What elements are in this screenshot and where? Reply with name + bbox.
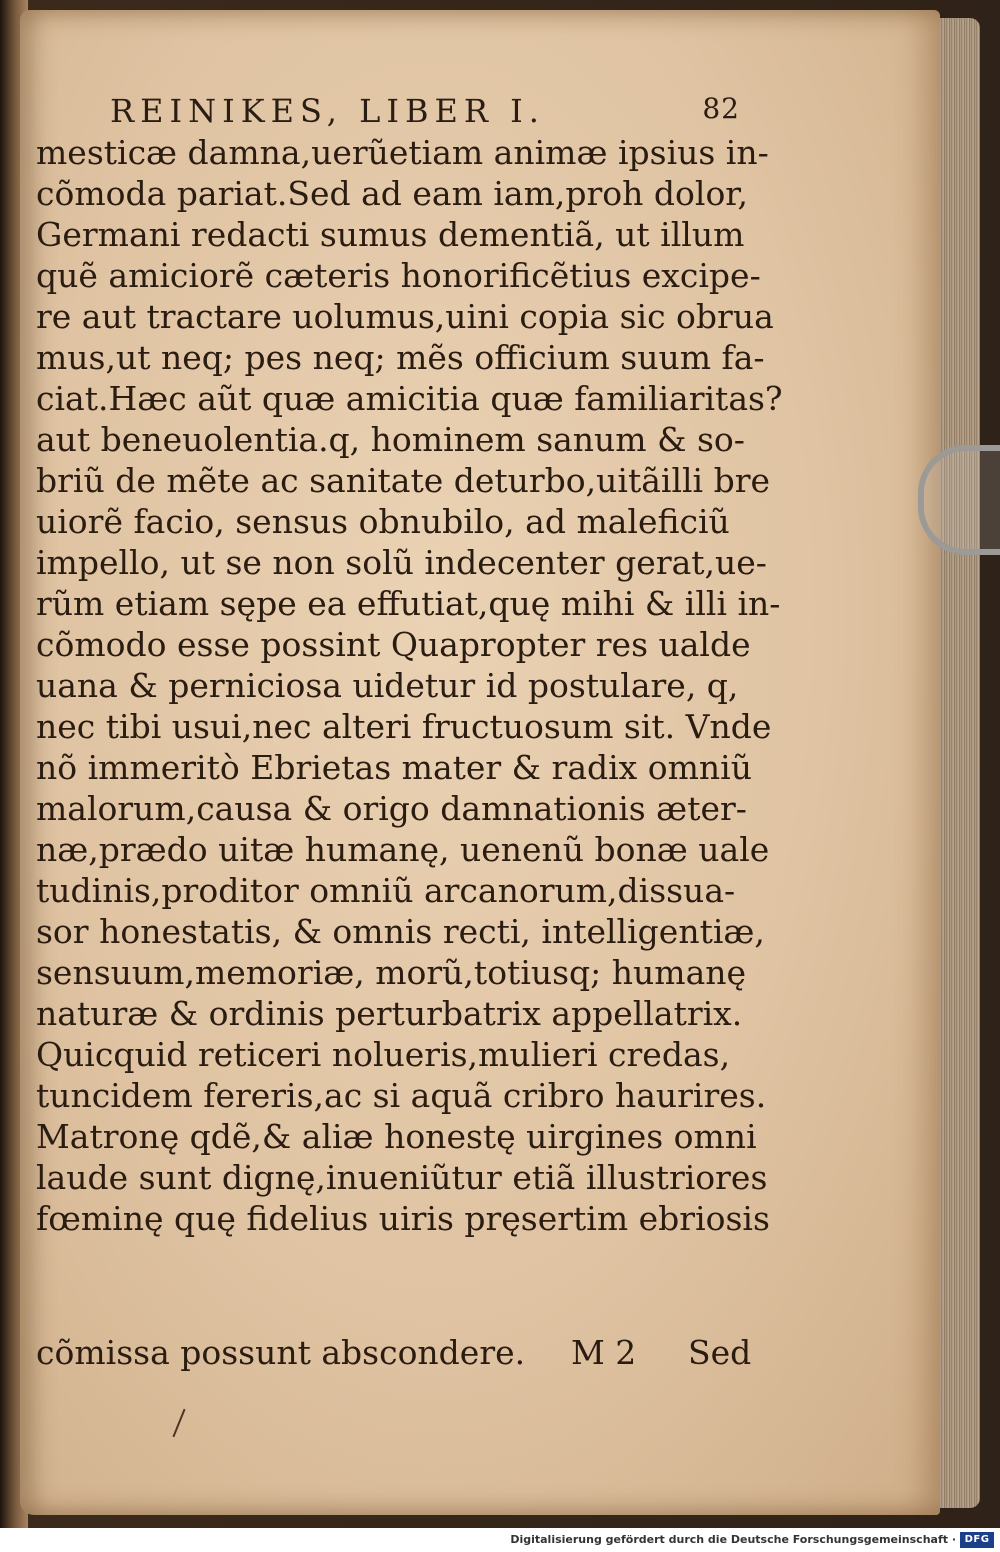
text-line: nõ immeritò Ebrietas mater & radix omniũ — [36, 748, 752, 787]
text-line: uana & perniciosa uidetur id postulare, q, — [36, 666, 739, 705]
dfg-logo: DFG — [960, 1532, 994, 1548]
text-line: sensuum,memoriæ, morũ,totiusq; humanę — [36, 953, 747, 992]
text-line: tudinis,proditor omniũ arcanorum,dissua- — [36, 871, 736, 910]
text-line: naturæ & ordinis perturbatrix appellatrix. — [36, 994, 743, 1033]
text-line: laude sunt dignę,inueniũtur etiã illustriores — [36, 1158, 768, 1197]
text-line: Quicquid reticeri nolueris,mulieri credas, — [36, 1035, 731, 1074]
folio-number: 82 — [702, 92, 740, 125]
text-line: nec tibi usui,nec alteri fructuosum sit. Vnde — [36, 707, 772, 746]
text-line: malorum,causa & origo damnationis æter- — [36, 789, 747, 828]
text-line: cõmoda pariat.Sed ad eam iam,proh dolor, — [36, 174, 748, 213]
catchword: Sed — [688, 1333, 752, 1372]
text-line: næ,prædo uitæ humanę, uenenũ bonæ uale — [36, 830, 770, 869]
text-line: impello, ut se non solũ indecenter gerat,ue- — [36, 543, 767, 582]
text-line: Germani redacti sumus dementiã, ut illum — [36, 215, 745, 254]
page-clip — [918, 445, 1000, 555]
text-line: aut beneuolentia.q, hominem sanum & so- — [36, 420, 745, 459]
text-line: fœminę quę fidelius uiris pręsertim ebriosis — [36, 1199, 770, 1238]
signature-mark: M 2 — [571, 1333, 637, 1372]
page-footer-line — [36, 1332, 756, 1374]
text-line: cõmodo esse possint Quapropter res ualde — [36, 625, 751, 664]
text-line: Matronę qdẽ,& aliæ honestę uirgines omni — [36, 1117, 757, 1156]
body-text — [36, 132, 783, 1239]
funding-credit: Digitalisierung gefördert durch die Deutsche Forschungsgemeinschaft · — [510, 1533, 956, 1546]
text-line: rũm etiam sępe ea effutiat,quę mihi & illi in- — [36, 584, 781, 623]
text-line: uiorẽ facio, sensus obnubilo, ad maleficiũ — [36, 502, 730, 541]
credit-bar — [0, 1528, 1000, 1552]
page-header — [110, 92, 740, 132]
text-line: tuncidem fereris,ac si aquã cribro haurires. — [36, 1076, 767, 1115]
running-title: REINIKES, LIBER I. — [110, 92, 545, 130]
text-line: ciat.Hæc aũt quæ amicitia quæ familiaritas? — [36, 379, 783, 418]
text-line: mus,ut neq; pes neq; mẽs officium suum fa- — [36, 338, 765, 377]
text-line: mesticæ damna,uerũetiam animæ ipsius in- — [36, 133, 769, 172]
text-line: briũ de mẽte ac sanitate deturbo,uitãilli bre — [36, 461, 771, 500]
last-text-line: cõmissa possunt abscondere. — [36, 1333, 526, 1372]
text-line: quẽ amiciorẽ cæteris honorificẽtius excipe- — [36, 256, 761, 295]
text-line: re aut tractare uolumus,uini copia sic obrua — [36, 297, 774, 336]
facing-page-bleed — [2, 70, 28, 590]
book-fore-edge — [940, 18, 980, 1508]
text-line: sor honestatis, & omnis recti, intelligentiæ, — [36, 912, 765, 951]
